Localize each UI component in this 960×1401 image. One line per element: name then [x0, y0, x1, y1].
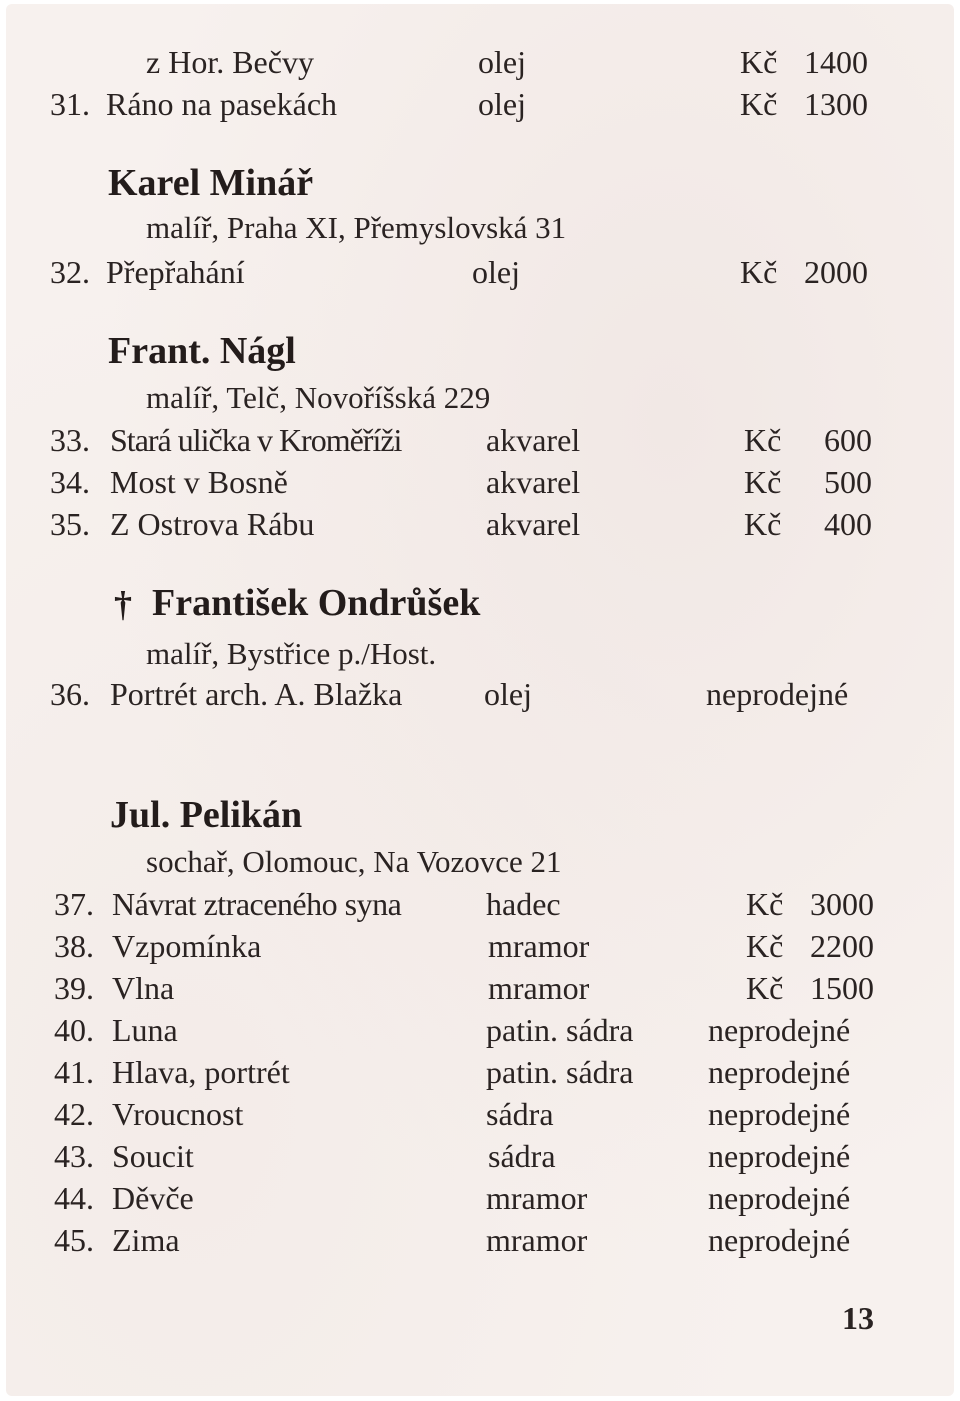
- catalog-page: [6, 4, 954, 1396]
- entry-currency: Kč: [740, 44, 778, 80]
- entry-title: Návrat ztraceného syna: [112, 886, 402, 922]
- entry-currency: Kč: [740, 254, 778, 290]
- artist-address: malíř, Bystřice p./Host.: [146, 636, 437, 671]
- entry-number: 39.: [54, 970, 94, 1006]
- entry-medium: sádra: [488, 1138, 556, 1174]
- entry-title: Ráno na pasekách: [106, 86, 338, 122]
- entry-number: 42.: [54, 1096, 94, 1132]
- entry-title: Děvče: [112, 1180, 194, 1216]
- entry-title: Přepřahání: [106, 254, 245, 290]
- entry-number: 43.: [54, 1138, 94, 1174]
- entry-price: 3000: [810, 886, 874, 922]
- entry-currency: Kč: [746, 928, 784, 964]
- artist-name: Karel Minář: [108, 162, 314, 204]
- entry-title: Vroucnost: [112, 1096, 244, 1132]
- entry-number: 35.: [50, 506, 90, 542]
- deceased-cross-icon: †: [114, 584, 132, 624]
- entry-medium: mramor: [486, 1222, 588, 1258]
- entry-currency: Kč: [746, 886, 784, 922]
- entry-title: Zima: [112, 1222, 180, 1258]
- entry-price: 600: [824, 422, 872, 458]
- page-number: 13: [842, 1300, 874, 1336]
- artist-address: sochař, Olomouc, Na Vozovce 21: [146, 844, 562, 879]
- entry-price: neprodejné: [708, 1180, 851, 1216]
- entry-number: 36.: [50, 676, 90, 712]
- entry-price: 500: [824, 464, 872, 500]
- entry-number: 38.: [54, 928, 94, 964]
- entry-number: 40.: [54, 1012, 94, 1048]
- entry-medium: mramor: [488, 970, 590, 1006]
- entry-price: neprodejné: [708, 1138, 851, 1174]
- entry-title: Vzpomínka: [112, 928, 262, 964]
- entry-medium: akvarel: [486, 422, 581, 458]
- artist-name: František Ondrůšek: [152, 582, 481, 624]
- entry-medium: olej: [484, 676, 532, 712]
- entry-number: 44.: [54, 1180, 94, 1216]
- entry-price: 1400: [804, 44, 868, 80]
- entry-number: 32.: [50, 254, 90, 290]
- artist-address: malíř, Praha XI, Přemyslovská 31: [146, 210, 567, 245]
- entry-medium: mramor: [488, 928, 590, 964]
- entry-number: 41.: [54, 1054, 94, 1090]
- entry-title: Portrét arch. A. Blažka: [110, 676, 403, 712]
- entry-medium: akvarel: [486, 464, 581, 500]
- entry-currency: Kč: [744, 464, 782, 500]
- entry-price: 1300: [804, 86, 868, 122]
- artist-name: Frant. Nágl: [108, 330, 296, 372]
- entry-medium: sádra: [486, 1096, 554, 1132]
- entry-title: Luna: [112, 1012, 178, 1048]
- artist-address: malíř, Telč, Novoříšská 229: [146, 380, 491, 415]
- entry-number: 31.: [50, 86, 90, 122]
- entry-medium: akvarel: [486, 506, 581, 542]
- entry-price: neprodejné: [708, 1222, 851, 1258]
- entry-title: Vlna: [112, 970, 175, 1006]
- entry-medium: mramor: [486, 1180, 588, 1216]
- entry-number: 45.: [54, 1222, 94, 1258]
- entry-currency: Kč: [746, 970, 784, 1006]
- entry-price: neprodejné: [708, 1054, 851, 1090]
- entry-currency: Kč: [744, 422, 782, 458]
- entry-medium: olej: [472, 254, 520, 290]
- entry-price: neprodejné: [708, 1096, 851, 1132]
- entry-price: 400: [824, 506, 872, 542]
- entry-price: 2000: [804, 254, 868, 290]
- entry-price: 2200: [810, 928, 874, 964]
- artist-name: Jul. Pelikán: [110, 794, 303, 836]
- entry-number: 37.: [54, 886, 94, 922]
- entry-currency: Kč: [740, 86, 778, 122]
- entry-price: neprodejné: [708, 1012, 851, 1048]
- entry-medium: hadec: [486, 886, 561, 922]
- entry-number: 34.: [50, 464, 90, 500]
- entry-medium: olej: [478, 44, 526, 80]
- entry-title: Most v Bosně: [110, 464, 288, 500]
- entry-title: Soucit: [112, 1138, 194, 1174]
- entry-title: Stará ulička v Kroměříži: [110, 422, 402, 458]
- entry-price: neprodejné: [706, 676, 849, 712]
- entry-medium: patin. sádra: [486, 1012, 634, 1048]
- entry-title: z Hor. Bečvy: [146, 44, 314, 80]
- entry-title: Z Ostrova Rábu: [110, 506, 315, 542]
- entry-medium: patin. sádra: [486, 1054, 634, 1090]
- entry-title: Hlava, portrét: [112, 1054, 290, 1090]
- entry-price: 1500: [810, 970, 874, 1006]
- entry-currency: Kč: [744, 506, 782, 542]
- entry-medium: olej: [478, 86, 526, 122]
- entry-number: 33.: [50, 422, 90, 458]
